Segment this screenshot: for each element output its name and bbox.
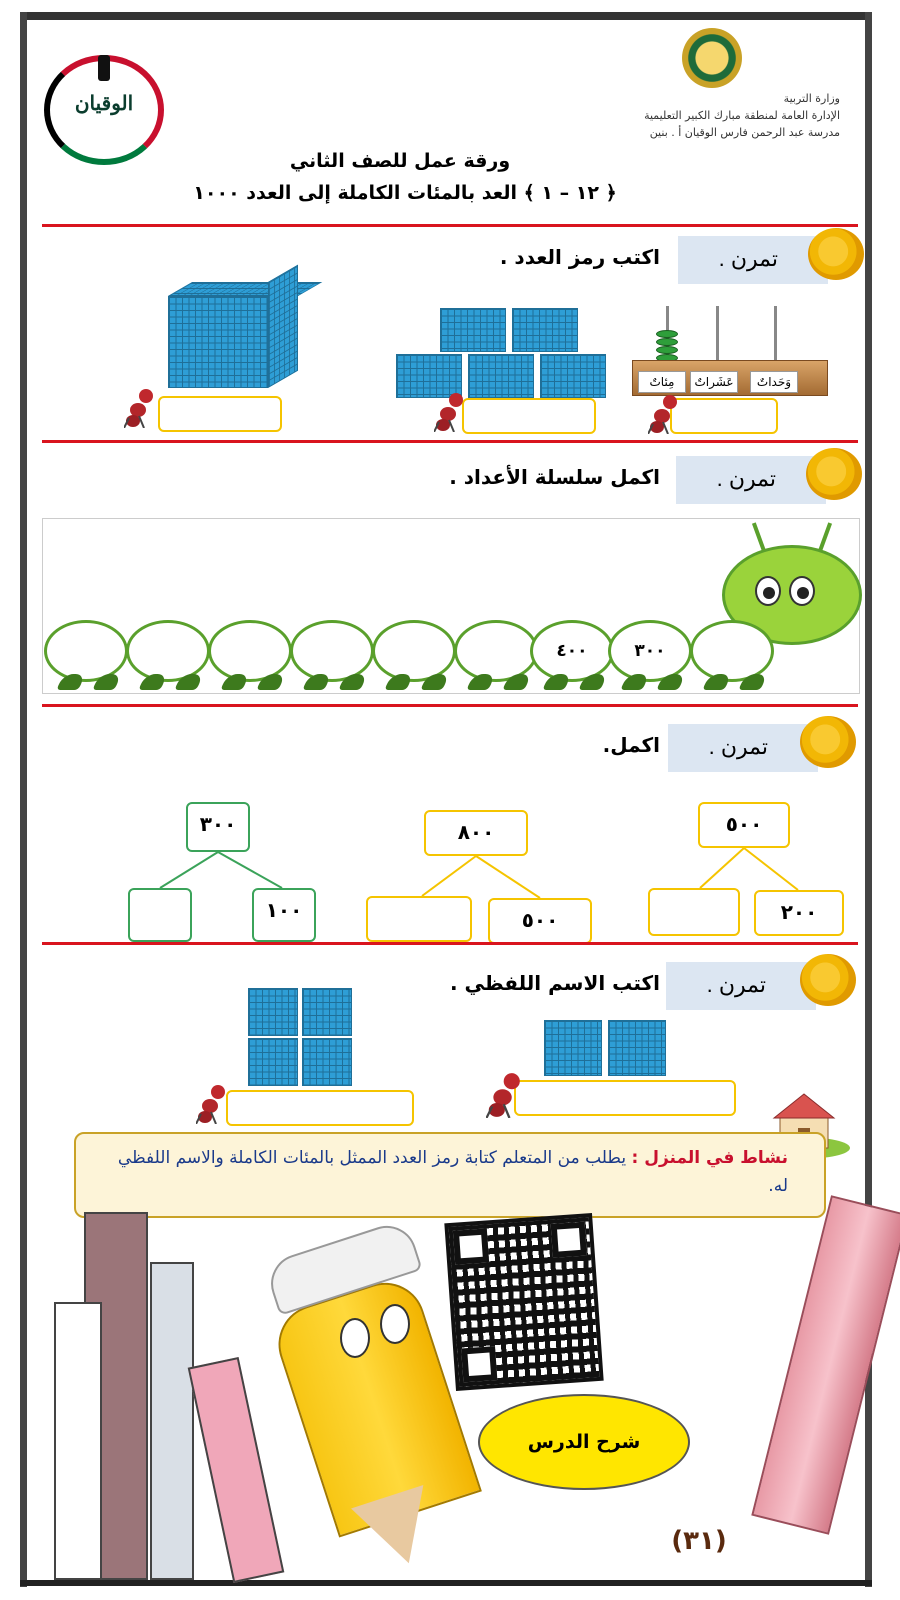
pencil-eye: [340, 1318, 370, 1358]
hundred-flat: [248, 988, 298, 1036]
label-tens: عَشَراتٌ: [690, 371, 738, 393]
bond-whole: ٣٠٠: [186, 802, 250, 852]
rose-icon: [800, 954, 856, 1006]
label-ones: وَحَداتٌ: [750, 371, 798, 393]
answer-box[interactable]: [226, 1090, 414, 1126]
label-hundreds: مِئاتٌ: [638, 371, 686, 393]
bond-part-blank[interactable]: [648, 888, 740, 936]
hundred-flat: [608, 1020, 666, 1076]
school-name: مدرسة عبد الرحمن فارس الوقيان أ . بنين: [649, 126, 840, 139]
sequence-cell: ٤٠٠: [530, 620, 614, 682]
book-illustration: [150, 1262, 194, 1580]
exercise-tag: تمرن .: [668, 724, 818, 772]
qr-finder: [461, 1346, 497, 1382]
book-illustration: [54, 1302, 102, 1580]
exercise-instruction: اكتب الاسم اللفظي .: [449, 971, 660, 995]
exercise-tag: تمرن .: [676, 456, 826, 504]
exercise-instruction: اكتب رمز العدد .: [499, 245, 660, 269]
exercise-tag: تمرن .: [678, 236, 828, 284]
ant-icon: [196, 1084, 230, 1124]
exercise-tag: تمرن .: [666, 962, 816, 1010]
divider: [42, 942, 858, 945]
bond-whole: ٨٠٠: [424, 810, 528, 856]
ant-icon: [486, 1072, 526, 1118]
hundred-flat: [248, 1038, 298, 1086]
hundred-flat: [302, 988, 352, 1036]
pencil-eye: [380, 1304, 410, 1344]
home-activity-text: يطلب من المتعلم كتابة رمز العدد الممثل بالمئات الكاملة والاسم اللفظي له.: [117, 1148, 788, 1196]
bond-whole: ٥٠٠: [698, 802, 790, 848]
exercise-instruction: اكمل.: [602, 733, 660, 757]
lesson-title: ﴿ ١٢ – ١ ﴾ العد بالمئات الكاملة إلى العدد ١٠٠٠: [193, 182, 617, 204]
page-number: (٣١): [671, 1526, 727, 1556]
qr-finder: [453, 1228, 489, 1264]
hundred-flat: [302, 1038, 352, 1086]
exercise-instruction: اكمل سلسلة الأعداد .: [449, 465, 660, 489]
bond-part-blank[interactable]: [128, 888, 192, 942]
ministry-name: وزارة التربية: [783, 92, 840, 105]
bond-part: ٥٠٠: [488, 898, 592, 944]
bond-part: ١٠٠: [252, 888, 316, 942]
qr-finder: [551, 1222, 587, 1258]
logo-text: الوقيان: [74, 91, 134, 115]
home-activity-box: [74, 1132, 826, 1218]
district-name: الإدارة العامة لمنطقة مبارك الكبير التعليمية: [644, 109, 840, 122]
worksheet-title: ورقة عمل للصف الثاني: [289, 150, 511, 172]
qr-code[interactable]: [444, 1213, 603, 1391]
home-activity-label: نشاط في المنزل :: [631, 1148, 788, 1168]
answer-box[interactable]: [514, 1080, 736, 1116]
bond-part: ٢٠٠: [754, 890, 844, 936]
sequence-cell: ٣٠٠: [608, 620, 692, 682]
hundred-flat: [544, 1020, 602, 1076]
lesson-explanation-bubble: شرح الدرس: [478, 1394, 690, 1490]
bond-part-blank[interactable]: [366, 896, 472, 942]
